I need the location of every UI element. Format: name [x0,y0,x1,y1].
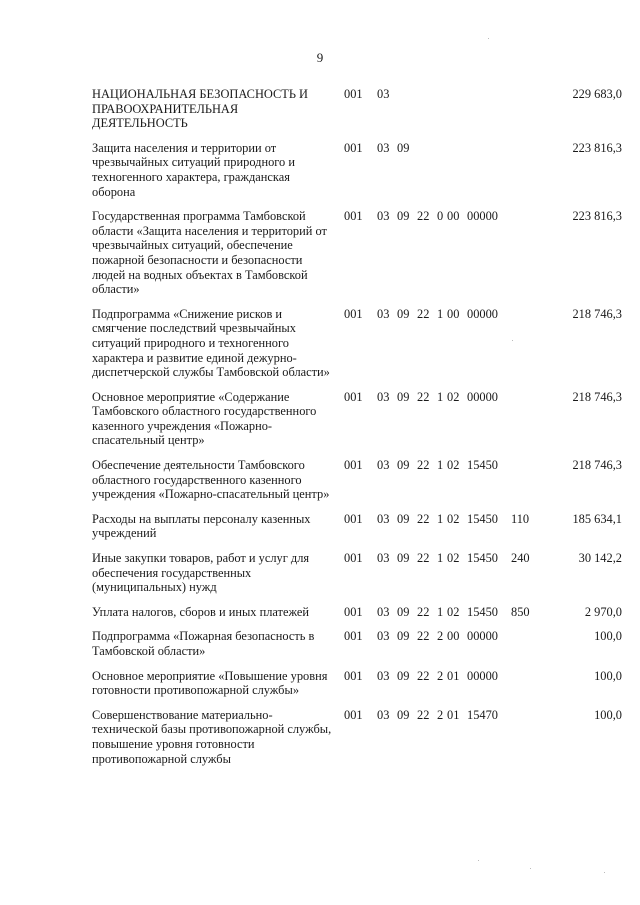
amount: 30 142,2 [578,551,622,566]
expense-type-code [505,708,543,776]
table-row [92,209,622,307]
subsection-code: 09 [397,511,410,526]
row-name: Совершенствование материально-технической базы противопожарной службы, повышение уровня готовности противопожарной службы [92,707,332,766]
program-code: 22 [417,209,430,224]
scan-speck [478,860,479,861]
program-code: 22 [417,707,430,722]
table-row [92,307,622,390]
admin-code: 001 [344,306,363,321]
expense-type-code [505,390,543,458]
row-name: Основное мероприятие «Содержание Тамбовского областного государственного казенного учреждения «Пожарно-спасательный центр» [92,389,317,448]
subprogram-code: 1 [437,551,444,566]
row-name: Расходы на выплаты персоналу казенных учреждений [92,511,311,541]
expense-type-code: 110 [511,511,530,526]
amount: 223 816,3 [572,140,622,155]
subsection-code: 09 [397,551,410,566]
admin-code: 001 [344,604,363,619]
subprogram-code: 1 [437,458,444,473]
program-code: 22 [417,511,430,526]
spacer [336,87,344,141]
program-code: 22 [417,551,430,566]
admin-code: 001 [344,511,363,526]
direction-code: 15450 [467,458,498,473]
section-code: 03 [377,306,390,321]
table-row [92,629,622,668]
scan-speck [604,872,605,873]
spacer [336,708,344,776]
table-row [92,551,622,605]
row-name: Защита населения и территории от чрезвычайных ситуаций природного и техногенного характера, гражданская оборона [92,140,295,199]
section-code: 03 [377,511,390,526]
program-code: 22 [417,306,430,321]
program-code: 22 [417,458,430,473]
subsection-code: 09 [397,306,410,321]
table-row [92,141,622,209]
subsection-code [391,87,411,141]
event-code: 02 [447,458,460,473]
table-row [92,390,622,458]
table-row [92,512,622,551]
budget-table [92,87,622,776]
table-row [92,708,622,776]
section-code: 03 [377,604,390,619]
expense-type-code [505,458,543,512]
row-name: Обеспечение деятельности Тамбовского областного государственного казенного учреждения «Пожарно-спасательный центр» [92,458,330,502]
spacer [336,512,344,551]
direction-code: 00000 [467,306,498,321]
direction-code: 00000 [467,389,498,404]
subprogram-code [433,87,445,141]
expense-type-code [505,87,543,141]
spacer [336,605,344,630]
spacer [336,390,344,458]
amount: 100,0 [594,668,622,683]
direction-code: 00000 [467,209,498,224]
amount: 218 746,3 [572,389,622,404]
section-code: 03 [377,551,390,566]
amount: 2 970,0 [584,604,622,619]
admin-code: 001 [344,87,363,101]
row-name: Подпрограмма «Пожарная безопасность в Тамбовской области» [92,629,315,658]
amount: 100,0 [594,629,622,644]
expense-type-code: 240 [511,551,530,566]
amount: 223 816,3 [572,209,622,224]
event-code: 02 [447,389,460,404]
expense-type-code [505,629,543,668]
subprogram-code: 2 [437,707,444,722]
event-code: 02 [447,511,460,526]
program-code: 22 [417,668,430,683]
table-body [92,87,622,776]
admin-code: 001 [344,389,363,404]
table-row [92,458,622,512]
subprogram-code [433,141,445,209]
spacer [336,629,344,668]
subprogram-code: 2 [437,668,444,683]
row-name: НАЦИОНАЛЬНАЯ БЕЗОПАСНОСТЬ И ПРАВООХРАНИТЕЛЬНАЯ ДЕЯТЕЛЬНОСТЬ [92,87,308,131]
section-code: 03 [377,209,390,224]
admin-code: 001 [344,209,363,224]
row-name: Уплата налогов, сборов и иных платежей [92,604,310,619]
event-code: 01 [447,707,460,722]
scan-speck [512,340,513,341]
scan-speck [488,38,489,39]
subprogram-code: 1 [437,389,444,404]
subsection-code: 09 [397,668,410,683]
direction-code: 15450 [467,551,498,566]
admin-code: 001 [344,551,363,566]
admin-code: 001 [344,458,363,473]
amount: 100,0 [594,707,622,722]
section-code: 03 [377,87,390,101]
subprogram-code: 1 [437,511,444,526]
direction-code: 00000 [467,629,498,644]
section-code: 03 [377,707,390,722]
section-code: 03 [377,668,390,683]
subsection-code: 09 [397,629,410,644]
program-code [411,141,433,209]
expense-type-code: 850 [511,604,530,619]
program-code: 22 [417,629,430,644]
event-code [445,87,461,141]
program-code [411,87,433,141]
section-code: 03 [377,458,390,473]
direction-code: 15450 [467,511,498,526]
expense-type-code [505,307,543,390]
section-code: 03 [377,140,390,155]
spacer [336,458,344,512]
direction-code [461,87,505,141]
subprogram-code: 0 [437,209,444,224]
direction-code [461,141,505,209]
admin-code: 001 [344,140,363,155]
direction-code: 15470 [467,707,498,722]
row-name: Подпрограмма «Снижение рисков и смягчение последствий чрезвычайных ситуаций природного и техногенного характера и развитие единой дежурно-диспетчерской службы Тамбовской области» [92,306,330,380]
subsection-code: 09 [397,140,410,155]
admin-code: 001 [344,707,363,722]
row-name: Основное мероприятие «Повышение уровня готовности противопожарной службы» [92,668,328,698]
table-row [92,669,622,708]
admin-code: 001 [344,629,363,644]
subsection-code: 09 [397,209,410,224]
event-code: 00 [447,629,460,644]
subprogram-code: 1 [437,306,444,321]
section-code: 03 [377,629,390,644]
admin-code: 001 [344,668,363,683]
subprogram-code: 2 [437,629,444,644]
subsection-code: 09 [397,604,410,619]
expense-type-code [505,141,543,209]
amount: 218 746,3 [572,306,622,321]
event-code: 00 [447,209,460,224]
spacer [336,141,344,209]
section-code: 03 [377,389,390,404]
spacer [336,669,344,708]
subsection-code: 09 [397,389,410,404]
amount: 218 746,3 [572,458,622,473]
event-code: 00 [447,306,460,321]
event-code: 01 [447,668,460,683]
subsection-code: 09 [397,458,410,473]
row-name: Государственная программа Тамбовской области «Защита населения и территорий от чрезвычайных ситуаций, обеспечение пожарной безопасности и безопасности людей на водных объектах в Тамбовской области» [92,209,327,297]
table-row [92,87,622,141]
expense-type-code [505,669,543,708]
expense-type-code [505,209,543,307]
event-code [445,141,461,209]
event-code: 02 [447,551,460,566]
spacer [336,551,344,605]
direction-code: 00000 [467,668,498,683]
page-number: 9 [316,50,324,65]
row-name: Иные закупки товаров, работ и услуг для обеспечения государственных (муниципальных) нужд [92,551,310,595]
table-row [92,605,622,630]
program-code: 22 [417,389,430,404]
subprogram-code: 1 [437,604,444,619]
direction-code: 15450 [467,604,498,619]
program-code: 22 [417,604,430,619]
subsection-code: 09 [397,707,410,722]
event-code: 02 [447,604,460,619]
scan-speck [530,868,531,869]
spacer [336,307,344,390]
spacer [336,209,344,307]
amount: 229 683,0 [572,87,622,101]
amount: 185 634,1 [572,511,622,526]
